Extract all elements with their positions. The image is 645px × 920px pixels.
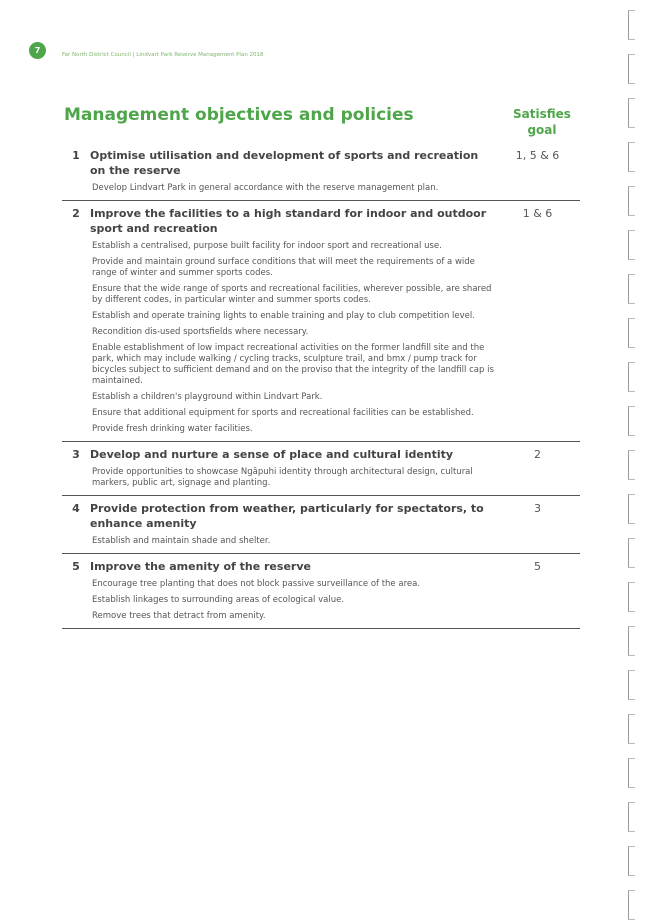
objective-row [62, 447, 580, 496]
policy-item: Establish linkages to surrounding areas of ecological value. [92, 595, 345, 605]
spiral-ring [628, 714, 635, 744]
spiral-ring [628, 142, 635, 172]
objective-goal: 2 [534, 448, 541, 461]
objective-number: 2 [72, 207, 80, 220]
objective-header [62, 148, 580, 178]
objective-header [62, 559, 580, 574]
spiral-ring [628, 54, 635, 84]
policy-item: Establish a children's playground within Lindvart Park. [92, 392, 323, 402]
objective-header [62, 206, 580, 236]
objective-row [62, 501, 580, 554]
objective-title: Develop and nurture a sense of place and cultural identity [90, 448, 454, 461]
objective-number: 3 [72, 448, 80, 461]
spiral-ring [628, 186, 635, 216]
objectives-table [62, 148, 580, 634]
section-title: Management objectives and policies [64, 105, 414, 125]
spiral-ring [628, 362, 635, 392]
policy-item: Encourage tree planting that does not block passive surveillance of the area. [92, 579, 421, 589]
running-header: Far North District Council | Lindvart Park Reserve Management Plan 2018 [62, 52, 264, 58]
spiral-ring [628, 274, 635, 304]
objective-number: 5 [72, 560, 80, 573]
objective-title: Provide protection from weather, particularly for spectators, to enhance amenity [90, 502, 484, 530]
spiral-ring [628, 670, 635, 700]
spiral-ring [628, 846, 635, 876]
objective-row [62, 148, 580, 201]
page-number-badge: 7 [29, 42, 46, 59]
objective-title: Improve the facilities to a high standard for indoor and outdoor sport and recreation [90, 207, 487, 235]
spiral-ring [628, 802, 635, 832]
spiral-ring [628, 494, 635, 524]
policy-item: Provide opportunities to showcase Ngāpuhi identity through architectural design, cultural markers, public art, signage and planting. [92, 467, 473, 488]
objective-row [62, 559, 580, 629]
spiral-ring [628, 230, 635, 260]
spiral-ring [628, 890, 635, 920]
objective-goal: 1, 5 & 6 [515, 149, 560, 162]
policy-item: Recondition dis-used sportsfields where necessary. [92, 327, 309, 337]
spiral-ring [628, 10, 635, 40]
objective-title: Improve the amenity of the reserve [90, 560, 311, 573]
spiral-ring [628, 406, 635, 436]
spiral-ring [628, 538, 635, 568]
policy-item: Enable establishment of low impact recreational activities on the former landfill site and the park, which may include walking / cycling tracks, sculpture trail, and bmx / pump track for bicycles subject to sufficient demand and on the proviso that the integrity of the landfill cap is maintained. [92, 343, 494, 386]
binding-spiral [621, 0, 635, 913]
objective-row [62, 206, 580, 442]
spiral-ring [628, 98, 635, 128]
spiral-ring [628, 582, 635, 612]
policy-item: Provide fresh drinking water facilities. [92, 424, 253, 434]
policy-item: Provide and maintain ground surface conditions that will meet the requirements of a wide range of winter and summer sports codes. [92, 257, 475, 278]
policy-item: Establish a centralised, purpose built facility for indoor sport and recreational use. [92, 241, 442, 251]
policy-item: Remove trees that detract from amenity. [92, 611, 266, 621]
spiral-ring [628, 626, 635, 656]
spiral-ring [628, 318, 635, 348]
goal-column-heading: Satisfies goal [513, 107, 571, 137]
objective-header [62, 447, 580, 462]
policy-item: Establish and maintain shade and shelter. [92, 536, 271, 546]
policy-item: Ensure that the wide range of sports and recreational facilities, wherever possible, are shared by different codes, in particular winter and summer sports codes. [92, 284, 492, 305]
objective-number: 1 [72, 149, 80, 162]
spiral-ring [628, 758, 635, 788]
objective-goal: 3 [534, 502, 541, 515]
objective-goal: 5 [534, 560, 541, 573]
objective-goal: 1 & 6 [522, 207, 553, 220]
policy-item: Ensure that additional equipment for sports and recreational facilities can be established. [92, 408, 474, 418]
spiral-ring [628, 450, 635, 480]
policy-item: Establish and operate training lights to enable training and play to club competition level. [92, 311, 475, 321]
objective-title: Optimise utilisation and development of sports and recreation on the reserve [90, 149, 479, 177]
objective-number: 4 [72, 502, 80, 515]
policy-item: Develop Lindvart Park in general accordance with the reserve management plan. [92, 183, 439, 193]
objective-header [62, 501, 580, 531]
